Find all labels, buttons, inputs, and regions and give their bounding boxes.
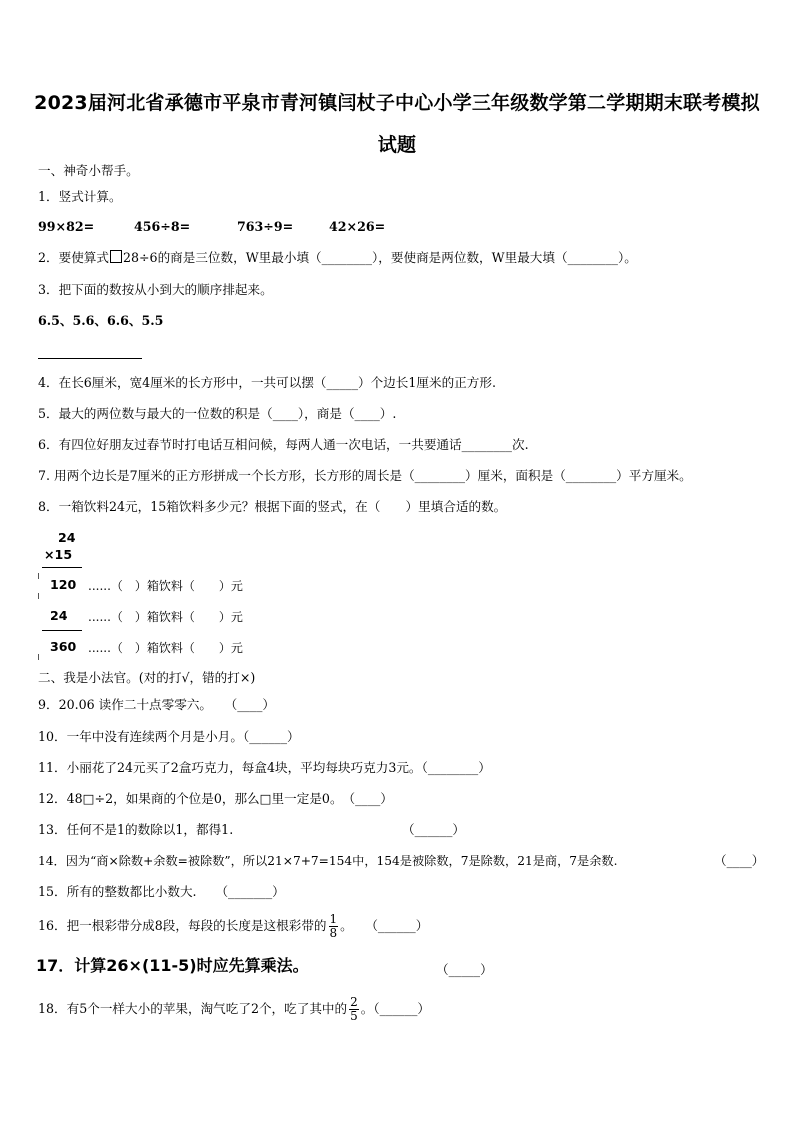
section1-heading: 一、神奇小帮手。 bbox=[38, 163, 139, 178]
question-2-pre: 2．要使算式 bbox=[38, 250, 109, 265]
page-title-line2: 试题 bbox=[377, 134, 417, 156]
answer-line bbox=[38, 358, 142, 359]
question-13-blank: （______） bbox=[402, 822, 465, 837]
question-14-blank: （____） bbox=[714, 853, 765, 868]
question-10: 10．一年中没有连续两个月是小月。（______） bbox=[38, 729, 300, 744]
question-18-pre: 18．有5个一样大小的苹果，淘气吃了2个，吃了其中的 bbox=[38, 1001, 348, 1016]
question-18 bbox=[38, 994, 430, 1024]
mult-tick bbox=[38, 593, 39, 599]
calc-item-4: 42×26= bbox=[329, 219, 386, 234]
question-1-items bbox=[38, 219, 385, 235]
question-16-pre: 16．把一根彩带分成8段，每段的长度是这根彩带的 bbox=[38, 918, 327, 933]
multiplicand: 24 bbox=[58, 530, 76, 545]
multiplier: ×15 bbox=[44, 547, 73, 562]
blank-box-icon bbox=[110, 250, 122, 263]
product: 360 bbox=[50, 639, 77, 654]
question-12: 12．48□÷2，如果商的个位是0，那么□里一定是0。 （____） bbox=[38, 791, 393, 806]
question-1-label: 1．竖式计算。 bbox=[38, 189, 122, 204]
fraction-two-fifths: $\frac{2}{5}$ bbox=[350, 995, 358, 1023]
calc-item-2: 456÷8= bbox=[134, 219, 191, 234]
mult-tick bbox=[38, 573, 39, 579]
calc-item-1: 99×82= bbox=[38, 219, 95, 234]
question-3-numbers: 6.5、5.6、6.6、5.5 bbox=[38, 313, 164, 328]
fraction-one-eighth: $\frac{1}{8}$ bbox=[329, 912, 338, 940]
section2-heading: 二、我是小法官。(对的打√，错的打×) bbox=[38, 670, 256, 685]
question-4: 4．在长6厘米，宽4厘米的长方形中，一共可以摆（_____）个边长1厘米的正方形. bbox=[38, 375, 496, 390]
product-text: ......（ ）箱饮料（ ）元 bbox=[88, 641, 243, 655]
partial-product-1: 120 bbox=[50, 577, 77, 592]
question-14: 14．因为“商×除数+余数=被除数”，所以21×7+7=154中，154是被除数，7是除数，21是商，7是余数. bbox=[38, 854, 618, 868]
question-18-post: 。（______） bbox=[360, 1001, 431, 1016]
mult-rule-2 bbox=[42, 630, 82, 631]
question-15: 15．所有的整数都比小数大. （_______） bbox=[38, 884, 285, 899]
question-3-label: 3．把下面的数按从小到大的顺序排起来。 bbox=[38, 282, 273, 297]
question-16 bbox=[38, 911, 428, 941]
question-6: 6．有四位好朋友过春节时打电话互相问候，每两人通一次电话，一共要通话________次. bbox=[38, 437, 529, 452]
page-title-line1: 2023届河北省承德市平泉市青河镇闫杖子中心小学三年级数学第二学期期末联考模拟 bbox=[34, 92, 760, 114]
mult-rule-1 bbox=[42, 567, 82, 568]
question-5: 5．最大的两位数与最大的一位数的积是（____），商是（____）. bbox=[38, 406, 397, 421]
mult-tick bbox=[38, 654, 39, 660]
calc-item-3: 763÷9= bbox=[237, 219, 294, 234]
question-7: 7. 用两个边长是7厘米的正方形拼成一个长方形，长方形的周长是（________）厘米，面积是（________）平方厘米。 bbox=[38, 468, 692, 483]
question-2 bbox=[38, 250, 637, 266]
question-17: 17．计算26×(11-5)时应先算乘法。 bbox=[36, 956, 309, 975]
question-17-blank: （_____） bbox=[436, 962, 493, 977]
partial-product-2-text: ......（ ）箱饮料（ ）元 bbox=[88, 610, 243, 624]
question-2-post: 28÷6的商是三位数，W里最小填（________），要使商是两位数，W里最大填（________）。 bbox=[122, 250, 637, 265]
question-16-post: 。 （______） bbox=[340, 918, 429, 933]
question-13: 13．任何不是1的数除以1，都得1. bbox=[38, 822, 234, 837]
question-8: 8．一箱饮料24元，15箱饮料多少元？根据下面的竖式，在（ ）里填合适的数。 bbox=[38, 499, 507, 514]
question-9: 9．20.06 读作二十点零零六。 （____） bbox=[38, 697, 275, 712]
question-11: 11．小丽花了24元买了2盒巧克力，每盒4块，平均每块巧克力3元。（________） bbox=[38, 760, 491, 775]
partial-product-2: 24 bbox=[50, 608, 68, 623]
partial-product-1-text: ......（ ）箱饮料（ ）元 bbox=[88, 579, 243, 593]
